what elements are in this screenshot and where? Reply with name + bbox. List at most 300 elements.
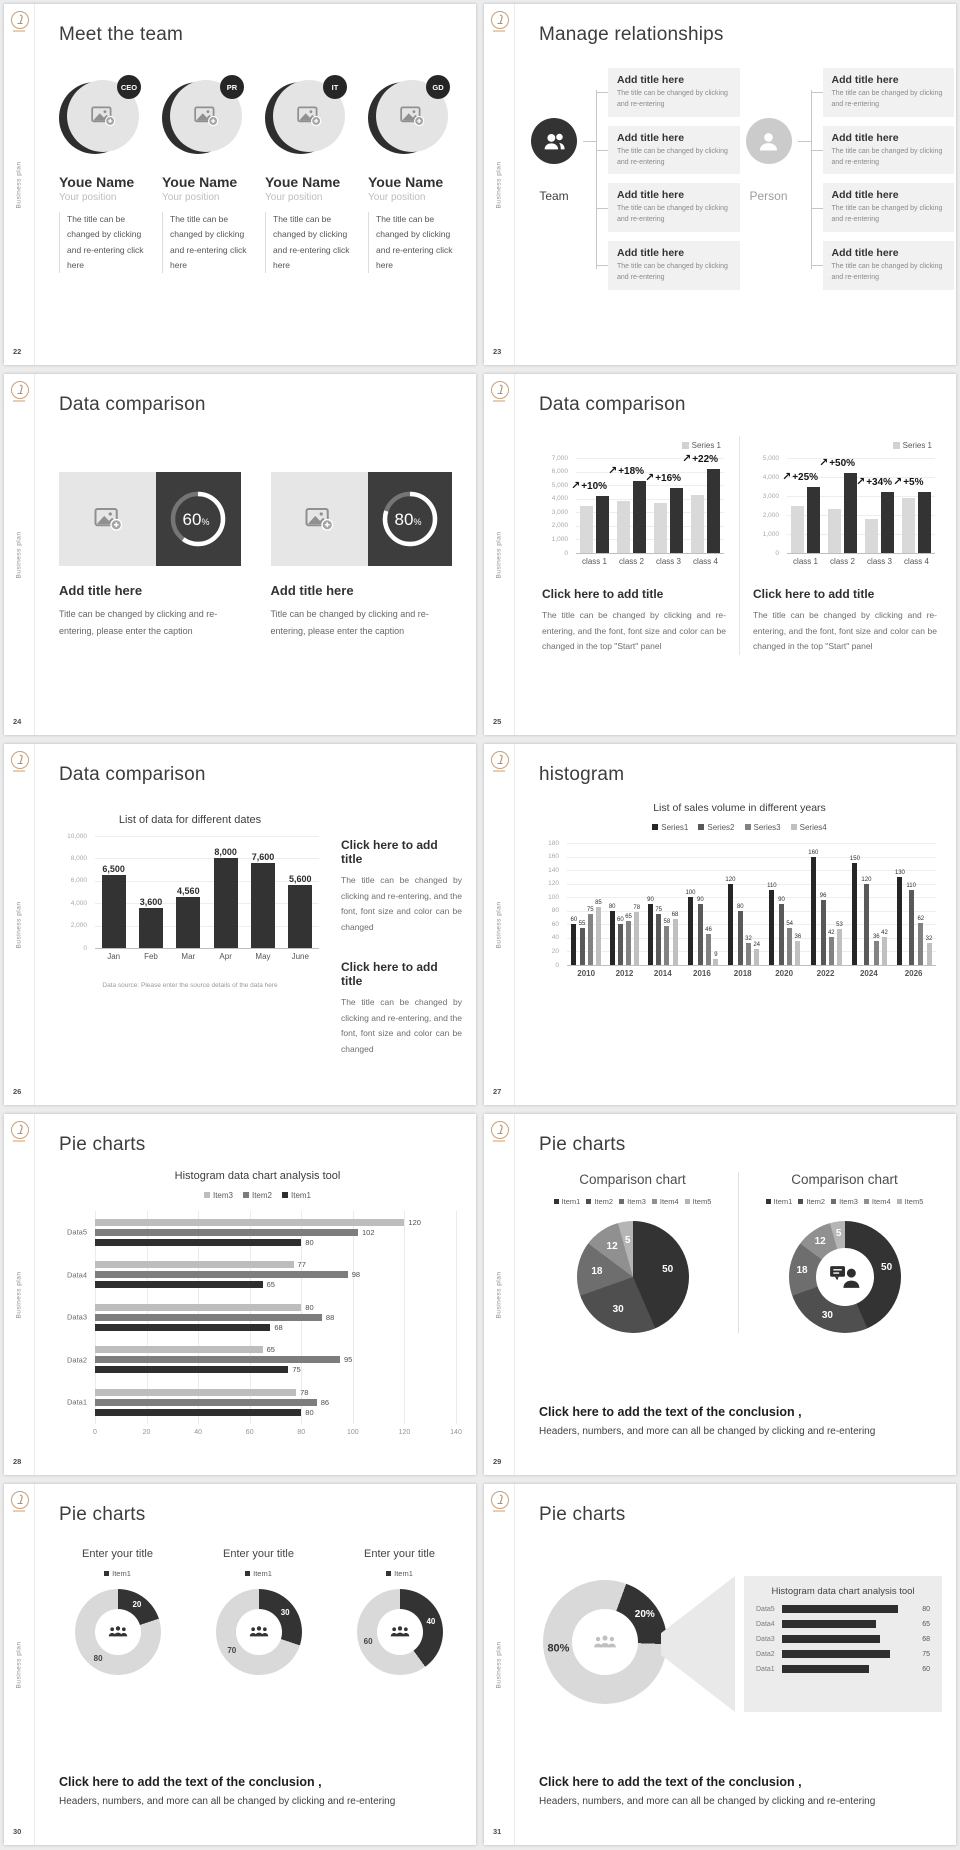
- chart-title: Histogram data chart analysis tool: [771, 1586, 915, 1597]
- slide-23[interactable]: [484, 4, 956, 365]
- legend-item: [652, 1197, 679, 1206]
- slide-sidebar: [4, 744, 35, 1105]
- legend-label: Series1: [661, 822, 689, 832]
- crest-logo-icon: [11, 1491, 29, 1509]
- category-label: Data3: [66, 1312, 87, 1322]
- y-tick-label: 160: [548, 853, 559, 861]
- bar-label: Data5: [756, 1605, 775, 1613]
- slide-content: [515, 1484, 956, 1845]
- crest-logo-icon: [491, 1491, 509, 1509]
- image-placeholder: [59, 472, 156, 566]
- bar: [738, 911, 743, 965]
- i-img: [90, 103, 116, 129]
- slide-22[interactable]: [4, 4, 476, 365]
- legend-item: [791, 823, 827, 832]
- bar-group: [66, 1211, 456, 1254]
- slice-label: 12: [606, 1241, 618, 1253]
- bars: [808, 850, 843, 965]
- note-column: [341, 820, 462, 1082]
- slice-label: 30: [612, 1304, 624, 1315]
- x-tick-label: 2018: [733, 969, 752, 978]
- y-tick-label: 8,000: [70, 854, 87, 862]
- member-description: The title can be changed by clicking and re-entering click here: [368, 212, 454, 273]
- slide-29[interactable]: [484, 1114, 956, 1475]
- x-tick-label: 2014: [653, 969, 672, 978]
- donut-chart: [75, 1589, 161, 1675]
- bar-value: 75: [922, 1650, 930, 1658]
- bar: [782, 1605, 898, 1613]
- team-member-card: [265, 80, 357, 273]
- y-tick-label: 180: [548, 839, 559, 847]
- vertical-label: Business plan: [15, 901, 23, 948]
- bar-wrap: [139, 898, 163, 948]
- conclusion: [539, 1775, 940, 1807]
- bar-group: [102, 836, 126, 961]
- bar-wrap: [595, 900, 602, 965]
- y-tick-label: 7,000: [551, 454, 568, 462]
- legend-swatch: [685, 1199, 690, 1204]
- avatar: [162, 80, 242, 160]
- y-axis: [753, 454, 783, 557]
- avatar: [59, 80, 139, 160]
- x-axis: [93, 1427, 462, 1439]
- y-tick-label: 60: [551, 920, 559, 928]
- legend: [535, 1191, 730, 1209]
- x-tick-label: Feb: [144, 952, 158, 961]
- slide-title: Pie charts: [59, 1504, 146, 1525]
- bar: [769, 890, 774, 965]
- bars: [214, 848, 238, 948]
- bar: [902, 498, 915, 553]
- org-box-desc: The title can be changed by clicking and re-entering: [617, 205, 728, 224]
- bar: [95, 1281, 263, 1288]
- legend-item: [282, 1191, 311, 1200]
- vertical-label: Business plan: [15, 531, 23, 578]
- org-box: [823, 126, 955, 175]
- bars: [139, 898, 163, 948]
- i-img: [93, 504, 123, 534]
- panel-body: The title can be changed by clicking and re-entering, and the font, font size and color can be changed in the top "Start" panel: [753, 610, 937, 652]
- vertical-label: Business plan: [495, 1641, 503, 1688]
- legend-swatch: [652, 1199, 657, 1204]
- member-description: The title can be changed by clicking and re-entering click here: [162, 212, 248, 273]
- legend-swatch: [204, 1192, 210, 1198]
- org-box-desc: The title can be changed by clicking and re-entering: [831, 147, 943, 166]
- bar-row: [95, 1324, 456, 1332]
- x-tick-label: May: [255, 952, 271, 961]
- logo-caption: [13, 770, 25, 772]
- org-boxes: [596, 68, 740, 299]
- x-tick-label: class 3: [867, 557, 892, 566]
- org-box: [823, 183, 955, 232]
- i-people3: [107, 1625, 129, 1639]
- org-box-title: Add title here: [831, 131, 899, 144]
- bar-value: 80: [922, 1605, 930, 1613]
- bar-wrap: [633, 481, 646, 553]
- legend-item: [798, 1197, 825, 1206]
- bar: [829, 937, 834, 966]
- bar-row: [95, 1261, 456, 1269]
- legend-swatch: [652, 824, 658, 830]
- slide-title: Data comparison: [59, 394, 206, 415]
- horizontal-bar-chart: [59, 1211, 462, 1439]
- gridline: [456, 1211, 457, 1424]
- bar-wrap: [647, 897, 654, 965]
- y-tick-label: 1,000: [551, 535, 568, 543]
- bar: [828, 509, 841, 553]
- data-label: 36: [872, 933, 880, 940]
- slide-title: Pie charts: [539, 1134, 626, 1155]
- bar-row: [95, 1409, 456, 1417]
- data-label: 42: [827, 929, 835, 936]
- chart-panel: [739, 436, 950, 655]
- i-people3: [389, 1625, 411, 1639]
- legend-label: Item3: [839, 1197, 858, 1206]
- legend-label: Item1: [291, 1190, 312, 1200]
- slide-content: [515, 1114, 956, 1475]
- bar: [881, 492, 894, 553]
- x-tick-label: class 2: [619, 557, 644, 566]
- slice-label: 20: [132, 1600, 142, 1610]
- y-tick-label: 80: [551, 907, 559, 915]
- bar-wrap: [902, 498, 915, 553]
- bar-wrap: [865, 519, 878, 553]
- growth-annotation: ↗+18%: [608, 465, 645, 478]
- bar: [698, 904, 703, 965]
- data-label: 75: [586, 907, 594, 914]
- bar-wrap: [697, 897, 704, 965]
- data-label: 6,500: [102, 864, 125, 875]
- legend-item: [766, 1197, 793, 1206]
- org-box: [608, 126, 740, 175]
- note-title: Click here to add title: [341, 959, 438, 988]
- legend-item: [104, 1569, 131, 1578]
- crest-logo-icon: [491, 1121, 509, 1139]
- team-icon: [531, 118, 577, 164]
- legend-label: Series3: [753, 822, 781, 832]
- slide-sidebar: [484, 4, 515, 365]
- legend-label: Item4: [659, 1197, 679, 1206]
- bar: [95, 1219, 404, 1226]
- member-name: Youe Name: [265, 174, 341, 190]
- data-label: 98: [351, 1270, 361, 1279]
- bar-group: [139, 836, 163, 961]
- data-label: 9: [714, 951, 718, 958]
- y-tick-label: 40: [551, 934, 559, 942]
- x-tick-label: Apr: [219, 952, 232, 961]
- percent-gauge: [368, 472, 452, 566]
- chart-title: Enter your title: [82, 1548, 153, 1560]
- page-number: 25: [493, 717, 502, 726]
- legend-label: Series2: [707, 822, 735, 832]
- legend-swatch: [386, 1571, 391, 1576]
- bar-wrap: [786, 921, 793, 965]
- role-badge: PR: [220, 75, 244, 99]
- y-tick-label: 2,000: [762, 511, 779, 519]
- bar-wrap: [778, 897, 785, 965]
- bar-group: [647, 843, 679, 978]
- bar-track: [782, 1650, 912, 1658]
- bars: [288, 875, 312, 948]
- legend-label: Item3: [212, 1190, 233, 1200]
- x-tick-label: June: [291, 952, 309, 961]
- page-number: 23: [493, 347, 502, 356]
- org-box-title: Add title here: [617, 74, 685, 86]
- vertical-label: Business plan: [495, 901, 503, 948]
- bar-row: [95, 1239, 456, 1247]
- page-number: 26: [13, 1087, 22, 1096]
- bar-group: [894, 843, 933, 978]
- legend: [51, 1563, 184, 1581]
- slide-sidebar: [484, 744, 515, 1105]
- bar-row: [756, 1665, 930, 1673]
- data-label: 32: [745, 936, 752, 943]
- bar: [746, 943, 751, 965]
- legend-item: [386, 1569, 413, 1578]
- i-presenter: [828, 1264, 862, 1290]
- slide-title: Pie charts: [539, 1504, 626, 1525]
- donut-hole: [572, 1609, 638, 1675]
- bar-wrap: [670, 488, 683, 553]
- bar-wrap: [655, 907, 662, 965]
- bar-group: [288, 836, 312, 961]
- bar: [617, 501, 630, 553]
- bar-group: [685, 843, 718, 978]
- org-box: [823, 241, 955, 290]
- vertical-label: Business plan: [495, 1271, 503, 1318]
- card-image: [59, 472, 241, 566]
- legend-label: Item1: [773, 1197, 793, 1206]
- legend-item: [245, 1569, 272, 1578]
- chart-panels: [529, 436, 950, 655]
- bar-groups: [571, 452, 724, 566]
- bar-track: [782, 1605, 912, 1613]
- x-tick-label: class 4: [904, 557, 929, 566]
- bar-groups: [782, 457, 935, 566]
- plot-area: [66, 1211, 456, 1424]
- bar: [251, 863, 275, 948]
- bar-wrap: [828, 509, 841, 553]
- x-tick-label: 2022: [816, 969, 835, 978]
- bar-groups: [567, 843, 936, 978]
- bar-wrap: [926, 936, 933, 965]
- slide-27[interactable]: [484, 744, 956, 1105]
- data-label: 24: [753, 941, 760, 948]
- person-icon: [755, 128, 782, 155]
- conclusion-body: Headers, numbers, and more can all be changed by clicking and re-entering: [539, 1426, 876, 1437]
- data-label: 75: [292, 1365, 301, 1374]
- bar-wrap: [580, 506, 593, 554]
- bar-value: 60: [922, 1665, 930, 1673]
- bar-row: [95, 1399, 456, 1407]
- bar-group: [66, 1296, 456, 1339]
- org-box-desc: The title can be changed by clicking and re-entering: [617, 263, 728, 281]
- legend-swatch: [766, 1199, 771, 1204]
- bar-wrap: [713, 952, 718, 965]
- bar-wrap: [725, 877, 735, 965]
- column-chart: [59, 832, 321, 964]
- role-badge: CEO: [117, 75, 141, 99]
- i-img: [304, 504, 334, 534]
- slide-26[interactable]: [4, 744, 476, 1105]
- bar-wrap: [881, 930, 888, 966]
- slide-title: Data comparison: [539, 394, 686, 415]
- category-label: Data5: [66, 1227, 87, 1237]
- x-tick-label: 0: [93, 1428, 97, 1436]
- bar: [837, 929, 842, 965]
- data-label: 42: [881, 929, 888, 936]
- y-tick-label: 6,000: [70, 877, 87, 885]
- data-label: 100: [685, 890, 696, 897]
- org-group: [740, 68, 955, 299]
- i-people3: [248, 1625, 270, 1639]
- legend-label: Series 1: [902, 441, 932, 450]
- data-label: 78: [300, 1387, 309, 1397]
- x-tick-label: class 4: [693, 557, 718, 566]
- chart-source: Data source: Please enter the source details of the data here: [102, 982, 278, 989]
- slice-label: 80: [93, 1653, 103, 1663]
- bars: [647, 897, 678, 965]
- bar-row: [95, 1271, 456, 1279]
- arrow-up-right-icon: ↗: [856, 476, 866, 489]
- bar-wrap: [633, 905, 640, 965]
- note-body: The title can be changed by clicking and re-entering, and the font, font size and color can be changed: [341, 875, 462, 933]
- bar: [95, 1409, 301, 1416]
- slide-sidebar: [484, 1114, 515, 1475]
- org-box-title: Add title here: [617, 247, 685, 260]
- x-tick-label: 80: [297, 1428, 306, 1436]
- slide-24[interactable]: [4, 374, 476, 735]
- bar-group: [251, 836, 275, 961]
- y-tick-label: 0: [564, 549, 568, 557]
- note-title: Click here to add title: [341, 838, 438, 866]
- bar: [811, 857, 816, 965]
- bar: [288, 885, 312, 948]
- slide-title: Meet the team: [59, 24, 184, 45]
- bar-label: Data3: [756, 1635, 775, 1643]
- bar-wrap: [895, 870, 905, 965]
- bar: [795, 941, 800, 965]
- bars: [654, 488, 683, 553]
- column-chart: [753, 454, 937, 569]
- bar-value: 68: [922, 1635, 930, 1643]
- org-box: [823, 68, 955, 117]
- slice-label: 5: [624, 1235, 631, 1247]
- bar: [596, 907, 601, 965]
- bar-row: [756, 1635, 930, 1643]
- page-number: 28: [13, 1457, 22, 1466]
- legend-swatch: [245, 1571, 250, 1576]
- data-label: 120: [408, 1217, 421, 1227]
- connector-line: [811, 90, 812, 269]
- slide-31[interactable]: [484, 1484, 956, 1845]
- bar: [176, 897, 200, 948]
- bar: [670, 488, 683, 553]
- bar-group: [608, 843, 641, 978]
- y-tick-label: 100: [548, 893, 559, 901]
- vertical-label: Business plan: [15, 1641, 23, 1688]
- y-axis: [59, 832, 91, 952]
- bar: [633, 481, 646, 553]
- org-box: [608, 241, 740, 290]
- org-node-label: Team: [539, 189, 569, 203]
- data-label: 54: [786, 921, 794, 928]
- legend: [753, 436, 937, 454]
- slice-label: 5: [835, 1228, 842, 1240]
- arrow-up-right-icon: ↗: [819, 457, 829, 470]
- data-label: 120: [725, 876, 736, 883]
- legend-swatch: [243, 1192, 249, 1198]
- x-tick-label: 120: [398, 1428, 411, 1436]
- bar: [918, 923, 923, 965]
- growth-annotation: ↗+10%: [571, 480, 608, 492]
- panel-title: Click here to add title: [542, 587, 664, 601]
- i-img: [399, 103, 425, 129]
- logo-caption: [493, 1510, 505, 1512]
- bar: [139, 908, 163, 948]
- connector-line: [798, 141, 811, 142]
- bar: [754, 949, 759, 965]
- bar-groups: [95, 836, 319, 961]
- bar: [95, 1356, 340, 1363]
- donut-panel: [333, 1548, 466, 1675]
- data-label: 4,560: [177, 885, 200, 896]
- y-tick-label: 4,000: [551, 495, 568, 503]
- bar: [95, 1389, 296, 1396]
- data-label: 85: [595, 900, 602, 907]
- bar-wrap: [672, 912, 679, 965]
- x-tick-label: class 1: [582, 557, 607, 566]
- logo-caption: [13, 400, 25, 402]
- legend-swatch: [798, 1199, 803, 1204]
- x-tick-label: 2012: [615, 969, 634, 978]
- member-position: Your position: [368, 192, 426, 203]
- bar: [654, 503, 667, 553]
- bars: [850, 856, 888, 965]
- svg-text:80%: 80%: [394, 510, 422, 529]
- slide-title: Pie charts: [59, 1134, 146, 1155]
- bar-row: [95, 1304, 456, 1312]
- bar-row: [95, 1346, 456, 1354]
- conclusion-title: Click here to add the text of the conclusion ,: [539, 1775, 802, 1789]
- x-tick-label: class 3: [656, 557, 681, 566]
- avatar: [265, 80, 345, 160]
- slice-label: 12: [814, 1235, 826, 1247]
- bar: [865, 519, 878, 553]
- x-tick-label: 40: [194, 1428, 203, 1436]
- bar-label: Data1: [756, 1665, 775, 1673]
- mini-bar-chart: [744, 1576, 942, 1712]
- gridline: [576, 553, 724, 554]
- team-member-card: [59, 80, 151, 273]
- org-box-desc: The title can be changed by clicking and re-entering: [617, 147, 728, 166]
- org-box: [608, 183, 740, 232]
- bars: [685, 890, 718, 965]
- data-label: 36: [794, 933, 802, 940]
- slide-30[interactable]: [4, 1484, 476, 1845]
- card-desc: Title can be changed by clicking and re-entering, please enter the caption: [59, 609, 218, 637]
- bar-wrap: [176, 887, 200, 948]
- legend-label: Series4: [799, 822, 827, 832]
- slide-28[interactable]: [4, 1114, 476, 1475]
- conclusion-body: Headers, numbers, and more can all be changed by clicking and re-entering: [59, 1796, 396, 1807]
- bar: [852, 863, 857, 965]
- slide-25[interactable]: [484, 374, 956, 735]
- slice-label: 50: [662, 1263, 674, 1275]
- data-label: 65: [266, 1280, 275, 1289]
- growth-annotation: ↗+5%: [893, 476, 924, 489]
- team-member-card: [368, 80, 460, 273]
